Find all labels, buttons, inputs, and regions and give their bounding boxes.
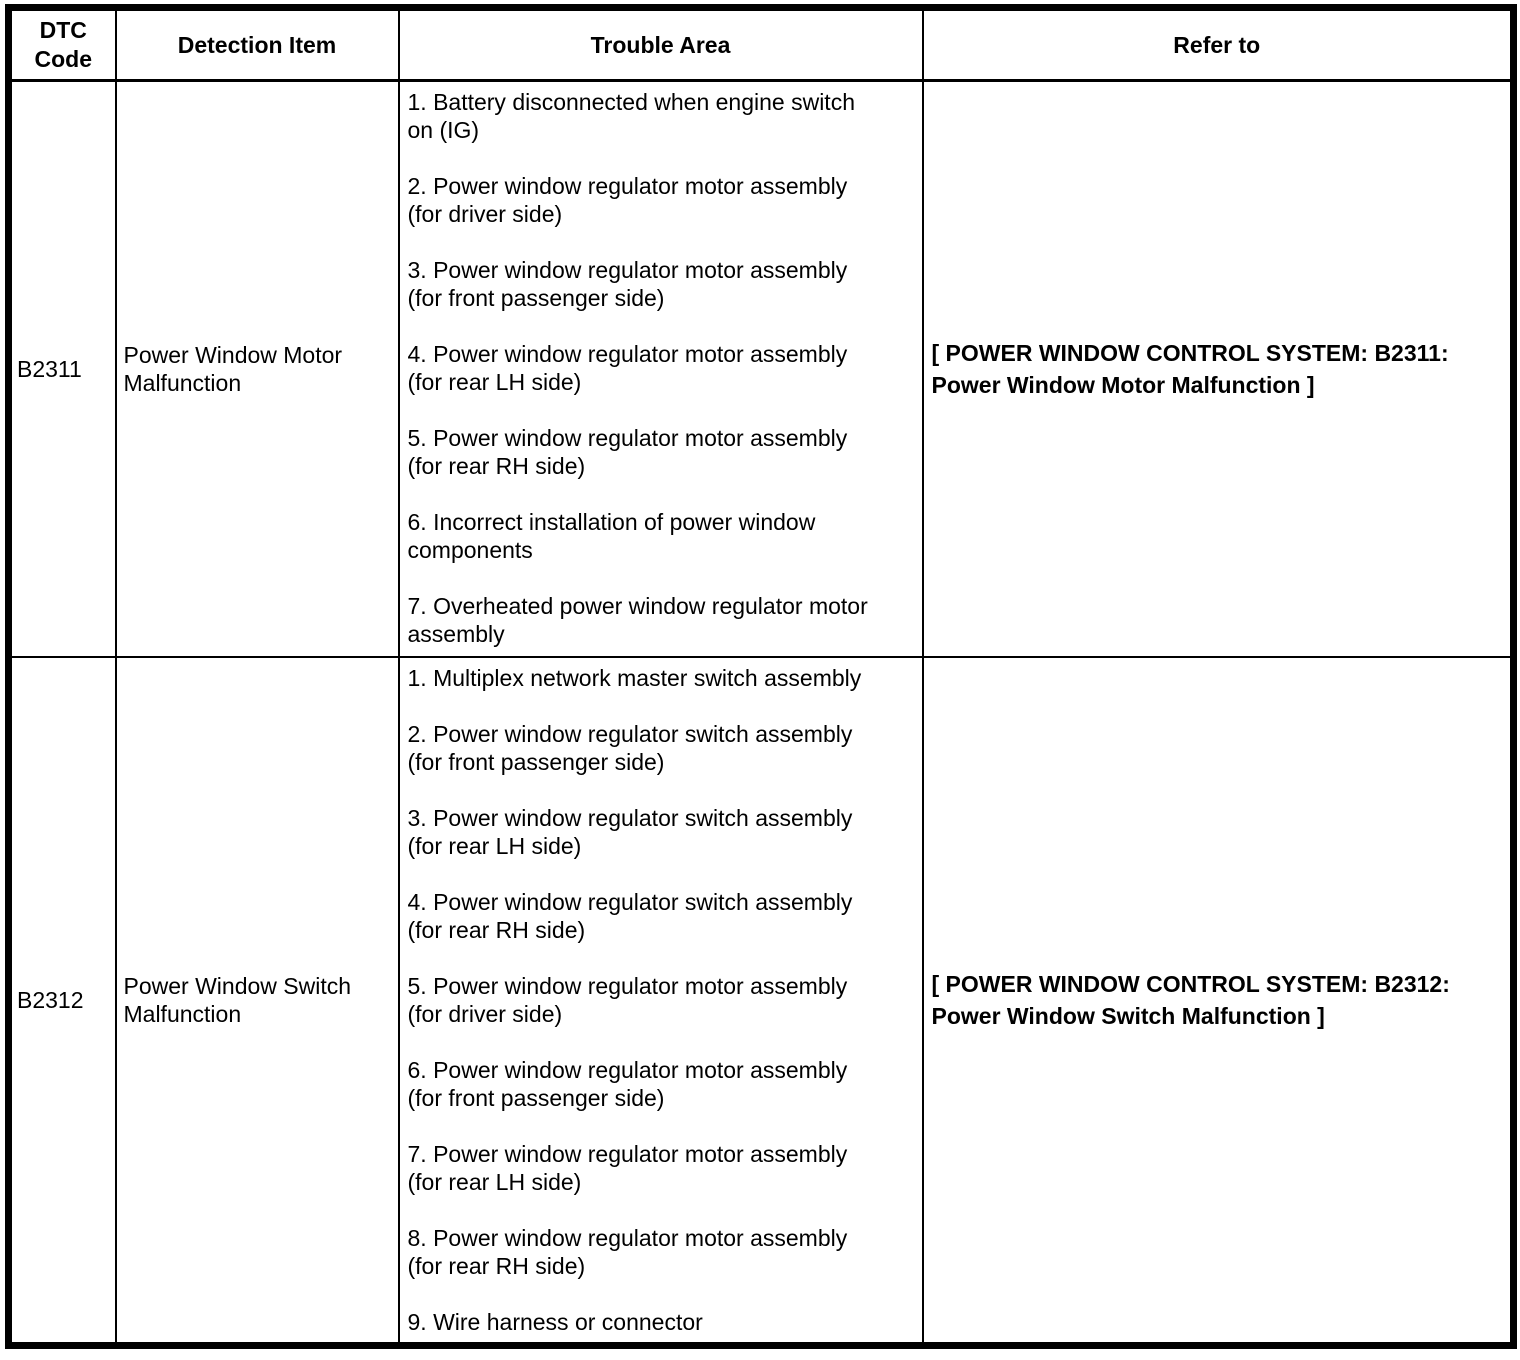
trouble-area-item: 2. Power window regulator motor assembly (for driver side)	[407, 173, 848, 227]
trouble-area-item: 9. Wire harness or connector	[407, 1308, 703, 1335]
cell-refer-to	[923, 81, 1514, 657]
cell-dtc-code: B2311	[9, 81, 116, 657]
dtc-table	[5, 4, 1517, 1349]
cell-detection-item: Power Window Motor Malfunction	[116, 81, 399, 657]
trouble-area-item: 3. Power window regulator motor assembly (for front passenger side)	[407, 257, 848, 311]
refer-to-text: [ POWER WINDOW CONTROL SYSTEM: B2311: Power Window Motor Malfunction ]	[931, 339, 1449, 398]
cell-detection-item: Power Window Switch Malfunction	[116, 657, 399, 1346]
header-dtc-code: DTC Code	[9, 8, 116, 81]
trouble-area-item: 8. Power window regulator motor assembly (for rear RH side)	[407, 1224, 848, 1279]
header-trouble-area: Trouble Area	[399, 8, 923, 81]
header-row	[9, 8, 1514, 81]
trouble-area-item: 6. Incorrect installation of power window components	[407, 509, 816, 563]
trouble-area-item: 5. Power window regulator motor assembly (for rear RH side)	[407, 425, 848, 479]
header-detection-item: Detection Item	[116, 8, 399, 81]
trouble-area-item: 1. Multiplex network master switch assembly	[407, 664, 862, 691]
trouble-area-item: 4. Power window regulator motor assembly (for rear LH side)	[407, 341, 848, 395]
cell-refer-to	[923, 657, 1514, 1346]
cell-dtc-code: B2312	[9, 657, 116, 1346]
table-row-b2311	[9, 81, 1514, 657]
trouble-area-item: 2. Power window regulator switch assembly (for front passenger side)	[407, 720, 853, 775]
trouble-area-item: 1. Battery disconnected when engine switch on (IG)	[407, 89, 855, 143]
trouble-area-item: 7. Overheated power window regulator motor assembly	[407, 593, 868, 647]
refer-to-text: [ POWER WINDOW CONTROL SYSTEM: B2312: Power Window Switch Malfunction ]	[931, 970, 1450, 1029]
trouble-area-item: 6. Power window regulator motor assembly (for front passenger side)	[407, 1056, 848, 1111]
cell-trouble-area	[399, 81, 923, 657]
table-row-b2312	[9, 657, 1514, 1346]
trouble-area-item: 7. Power window regulator motor assembly (for rear LH side)	[407, 1140, 848, 1195]
cell-trouble-area	[399, 657, 923, 1346]
trouble-area-item: 4. Power window regulator switch assembly (for rear RH side)	[407, 888, 853, 943]
trouble-area-item: 5. Power window regulator motor assembly (for driver side)	[407, 972, 848, 1027]
trouble-area-item: 3. Power window regulator switch assembly (for rear LH side)	[407, 804, 853, 859]
header-refer-to: Refer to	[923, 8, 1514, 81]
